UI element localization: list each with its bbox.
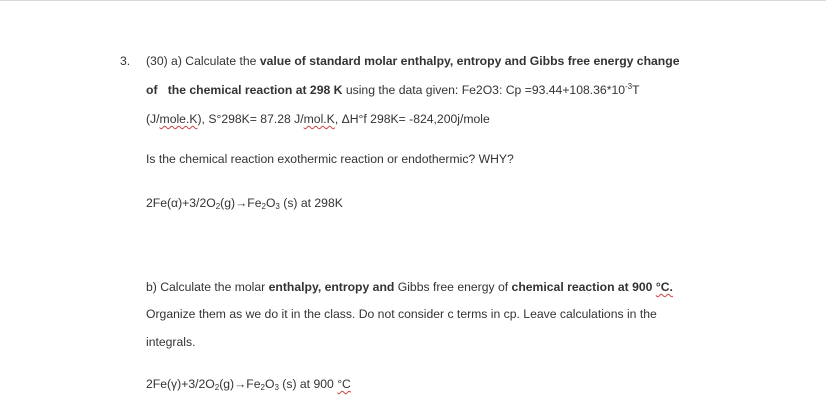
text-segment: b) Calculate the molar bbox=[146, 280, 269, 294]
text-segment: Gibbs free energy of bbox=[394, 280, 512, 294]
bold-segment: enthalpy, entropy and bbox=[268, 280, 395, 294]
eq-part: O bbox=[264, 377, 275, 391]
eq-part: (s) at 298K bbox=[279, 196, 343, 210]
text-segment: (J/ bbox=[146, 112, 160, 126]
subscript: 3 bbox=[275, 202, 280, 211]
spellcheck-word: mol.K bbox=[303, 112, 335, 126]
subscript: 2 bbox=[215, 202, 221, 211]
reaction-equation-298k bbox=[146, 196, 343, 210]
subscript: 2 bbox=[260, 383, 265, 392]
bold-segment: chemical reaction at 900 bbox=[511, 280, 656, 294]
question-b-line-2: Organize them as we do it in the class. Do not consider c terms in cp. Leave calculations in the bbox=[146, 307, 657, 321]
reaction-equation-900c bbox=[146, 377, 351, 391]
eq-part: (s) at 900 bbox=[278, 377, 338, 391]
eq-part: (g)→Fe bbox=[219, 377, 261, 391]
eq-part: 2Fe(α)+3/2O bbox=[146, 196, 216, 210]
spellcheck-word: mole.K bbox=[159, 112, 198, 126]
text-segment: T bbox=[632, 83, 640, 97]
question-b-line-3: integrals. bbox=[146, 335, 196, 349]
text-segment: using the data given: Fe2O3: Cp =93.44+108.36*10 bbox=[342, 83, 626, 97]
bold-segment: of bbox=[146, 83, 158, 97]
eq-part: O bbox=[265, 196, 276, 210]
bold-segment: value of standard molar enthalpy, entropy and Gibbs free energy change bbox=[259, 54, 680, 68]
question-b-line-1 bbox=[146, 280, 673, 294]
question-line-2 bbox=[146, 83, 640, 97]
text-segment: ), S°298K= 87.28 J/ bbox=[197, 112, 304, 126]
question-number: 3. bbox=[120, 54, 131, 68]
question-line-1 bbox=[146, 54, 679, 68]
question-line-3 bbox=[146, 112, 490, 126]
subscript: 2 bbox=[261, 202, 266, 211]
eq-part: (g)→Fe bbox=[220, 196, 262, 210]
exponent: -3 bbox=[625, 82, 633, 91]
bold-segment: the chemical reaction at 298 K bbox=[167, 83, 343, 97]
subscript: 3 bbox=[274, 383, 279, 392]
text-segment: (30) a) Calculate the bbox=[146, 54, 260, 68]
text-segment: , ΔH°f 298K= -824,200j/mole bbox=[334, 112, 490, 126]
top-border bbox=[0, 0, 826, 1]
spellcheck-word: °C bbox=[337, 377, 351, 391]
eq-part: 2Fe(γ)+3/2O bbox=[146, 377, 215, 391]
spellcheck-word: °C. bbox=[655, 280, 673, 294]
exothermic-question: Is the chemical reaction exothermic reaction or endothermic? WHY? bbox=[146, 152, 514, 166]
subscript: 2 bbox=[214, 383, 220, 392]
